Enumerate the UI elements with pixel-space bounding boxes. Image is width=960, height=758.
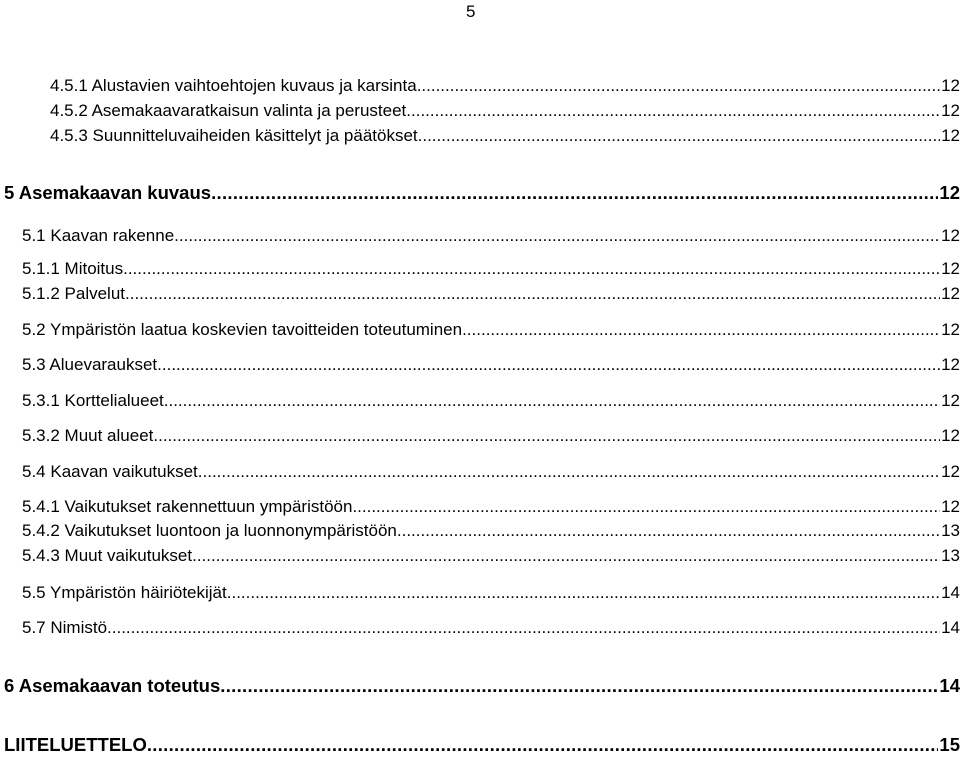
toc-entry-label: 4.5.2 Asemakaavaratkaisun valinta ja perusteet	[50, 101, 407, 120]
toc-entry[interactable]	[50, 76, 960, 96]
toc-entry-page: 12	[941, 426, 960, 445]
toc-entry-page: 12	[941, 101, 960, 120]
toc-entry[interactable]	[22, 462, 960, 482]
toc-entry-page: 12	[941, 355, 960, 374]
toc-entry-label: 4.5.1 Alustavien vaihtoehtojen kuvaus ja karsinta	[50, 76, 417, 95]
toc-entry[interactable]	[50, 101, 960, 121]
toc-entry-page: 12	[941, 259, 960, 278]
toc-entry-page: 12	[941, 462, 960, 481]
page-number: 5	[466, 2, 476, 21]
dot-leader	[164, 391, 940, 411]
toc-entry-label: 5.3 Aluevaraukset	[22, 355, 158, 374]
toc-entry[interactable]	[22, 546, 960, 566]
toc-entry-label: 5 Asemakaavan kuvaus	[4, 182, 212, 203]
dot-leader	[211, 182, 938, 204]
dot-leader	[418, 126, 940, 146]
toc-entry-page: 13	[941, 546, 960, 565]
dot-leader	[153, 426, 940, 446]
toc-entry-page: 12	[941, 226, 960, 245]
toc-entry-label: 5.5 Ympäristön häiriötekijät	[22, 583, 227, 602]
toc-entry[interactable]	[22, 259, 960, 279]
toc-entry-chapter[interactable]	[4, 675, 960, 697]
dot-leader	[227, 583, 940, 603]
toc-entry-label: 5.4.2 Vaikutukset luontoon ja luonnonympäristöön	[22, 521, 397, 540]
toc-entry[interactable]	[22, 284, 960, 304]
toc-entry[interactable]	[50, 126, 960, 146]
dot-leader	[174, 226, 940, 246]
toc-entry-label: LIITELUETTELO	[4, 734, 147, 755]
dot-leader	[462, 320, 940, 340]
toc-entry[interactable]	[22, 226, 960, 246]
toc-entry-page: 12	[939, 182, 960, 203]
dot-leader	[192, 546, 940, 566]
toc-entry-page: 12	[941, 497, 960, 516]
toc-entry[interactable]	[22, 521, 960, 541]
toc-entry-label: 5.3.1 Korttelialueet	[22, 391, 164, 410]
toc-entry[interactable]	[22, 618, 960, 638]
toc-entry-label: 5.1.2 Palvelut	[22, 284, 126, 303]
dot-leader	[352, 497, 940, 517]
toc-entry-label: 5.7 Nimistö	[22, 618, 108, 637]
toc-entry-label: 5.1 Kaavan rakenne	[22, 226, 175, 245]
toc-entry-label: 6 Asemakaavan toteutus	[4, 675, 221, 696]
toc-entry-label: 5.3.2 Muut alueet	[22, 426, 154, 445]
toc-entry-label: 5.4.3 Muut vaikutukset	[22, 546, 193, 565]
toc-entry-label: 4.5.3 Suunnitteluvaiheiden käsittelyt ja päätökset	[50, 126, 418, 145]
dot-leader	[107, 618, 940, 638]
dot-leader	[123, 259, 940, 279]
toc-entry-chapter[interactable]	[4, 182, 960, 204]
toc-entry-page: 13	[941, 521, 960, 540]
toc-entry-page: 12	[941, 320, 960, 339]
toc-entry[interactable]	[22, 355, 960, 375]
dot-leader	[397, 521, 940, 541]
toc-entry-page: 12	[941, 126, 960, 145]
toc-entry[interactable]	[22, 426, 960, 446]
dot-leader	[198, 462, 940, 482]
toc-entry-page: 12	[941, 284, 960, 303]
toc-entry-label: 5.4.1 Vaikutukset rakennettuun ympäristöön	[22, 497, 353, 516]
toc-entry-page: 15	[939, 734, 960, 755]
dot-leader	[125, 284, 940, 304]
dot-leader	[220, 675, 938, 697]
toc-entry-label: 5.1.1 Mitoitus	[22, 259, 124, 278]
dot-leader	[147, 734, 939, 756]
toc-entry[interactable]	[22, 320, 960, 340]
toc-entry-page: 14	[941, 618, 960, 637]
toc-entry-label: 5.2 Ympäristön laatua koskevien tavoitteiden toteutuminen	[22, 320, 463, 339]
toc-entry-page: 12	[941, 76, 960, 95]
toc-entry-page: 12	[941, 391, 960, 410]
toc-entry-chapter[interactable]	[4, 734, 960, 756]
dot-leader	[406, 101, 940, 121]
toc-entry[interactable]	[22, 497, 960, 517]
toc-entry-page: 14	[941, 583, 960, 602]
toc-entry[interactable]	[22, 583, 960, 603]
toc-entry[interactable]	[22, 391, 960, 411]
dot-leader	[157, 355, 940, 375]
dot-leader	[417, 76, 940, 96]
toc-entry-page: 14	[939, 675, 960, 696]
toc-entry-label: 5.4 Kaavan vaikutukset	[22, 462, 198, 481]
